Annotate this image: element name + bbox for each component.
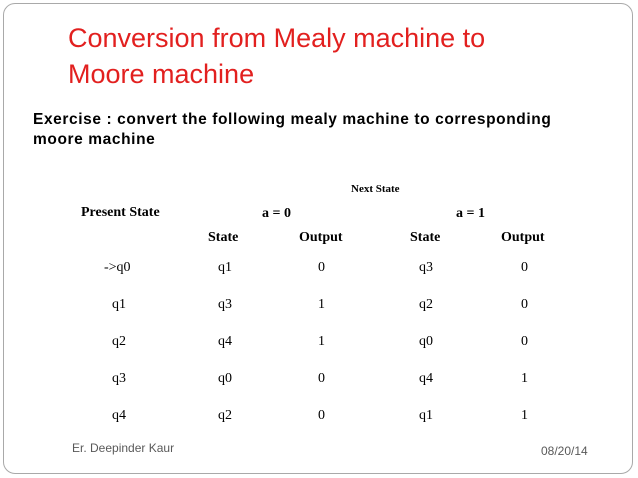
slide-title-line-2: Moore machine — [68, 59, 255, 89]
table-cell-output-a1: 0 — [521, 297, 528, 312]
table-cell-output-a0: 0 — [318, 371, 325, 386]
table-cell-present-state: q4 — [112, 408, 126, 423]
footer-author: Er. Deepinder Kaur — [72, 441, 175, 455]
footer-date: 08/20/14 — [541, 444, 588, 458]
table-cell-output-a1: 1 — [521, 371, 528, 386]
table-cell-next-state-a1: q4 — [419, 371, 433, 386]
input-a1-header: a = 1 — [456, 206, 485, 221]
table-cell-present-state: q3 — [112, 371, 126, 386]
sub-header-output-a0: Output — [299, 230, 343, 245]
input-a0-header: a = 0 — [262, 206, 291, 221]
table-cell-present-state: q1 — [112, 297, 126, 312]
present-state-header: Present State — [81, 205, 160, 220]
table-cell-next-state-a0: q4 — [218, 334, 232, 349]
table-cell-output-a0: 1 — [318, 297, 325, 312]
table-cell-output-a0: 0 — [318, 260, 325, 275]
sub-header-output-a1: Output — [501, 230, 545, 245]
slide-title-line-1: Conversion from Mealy machine to — [68, 23, 486, 53]
table-cell-next-state-a1: q3 — [419, 260, 433, 275]
table-cell-next-state-a0: q0 — [218, 371, 232, 386]
table-cell-next-state-a0: q1 — [218, 260, 232, 275]
table-cell-next-state-a1: q1 — [419, 408, 433, 423]
sub-header-state-a0: State — [208, 230, 239, 245]
sub-header-state-a1: State — [410, 230, 441, 245]
exercise-line-2: moore machine — [33, 131, 156, 148]
table-cell-output-a1: 0 — [521, 260, 528, 275]
exercise-text — [33, 110, 613, 150]
table-cell-output-a1: 0 — [521, 334, 528, 349]
table-cell-output-a0: 1 — [318, 334, 325, 349]
table-cell-present-state: q2 — [112, 334, 126, 349]
table-cell-next-state-a1: q2 — [419, 297, 433, 312]
table-cell-next-state-a0: q2 — [218, 408, 232, 423]
table-cell-next-state-a0: q3 — [218, 297, 232, 312]
table-cell-output-a1: 1 — [521, 408, 528, 423]
table-cell-output-a0: 0 — [318, 408, 325, 423]
slide-title — [68, 20, 588, 92]
next-state-header: Next State — [351, 183, 400, 195]
exercise-line-1: Exercise : convert the following mealy machine to corresponding — [33, 111, 552, 128]
table-cell-present-state: ->q0 — [104, 260, 131, 275]
table-cell-next-state-a1: q0 — [419, 334, 433, 349]
